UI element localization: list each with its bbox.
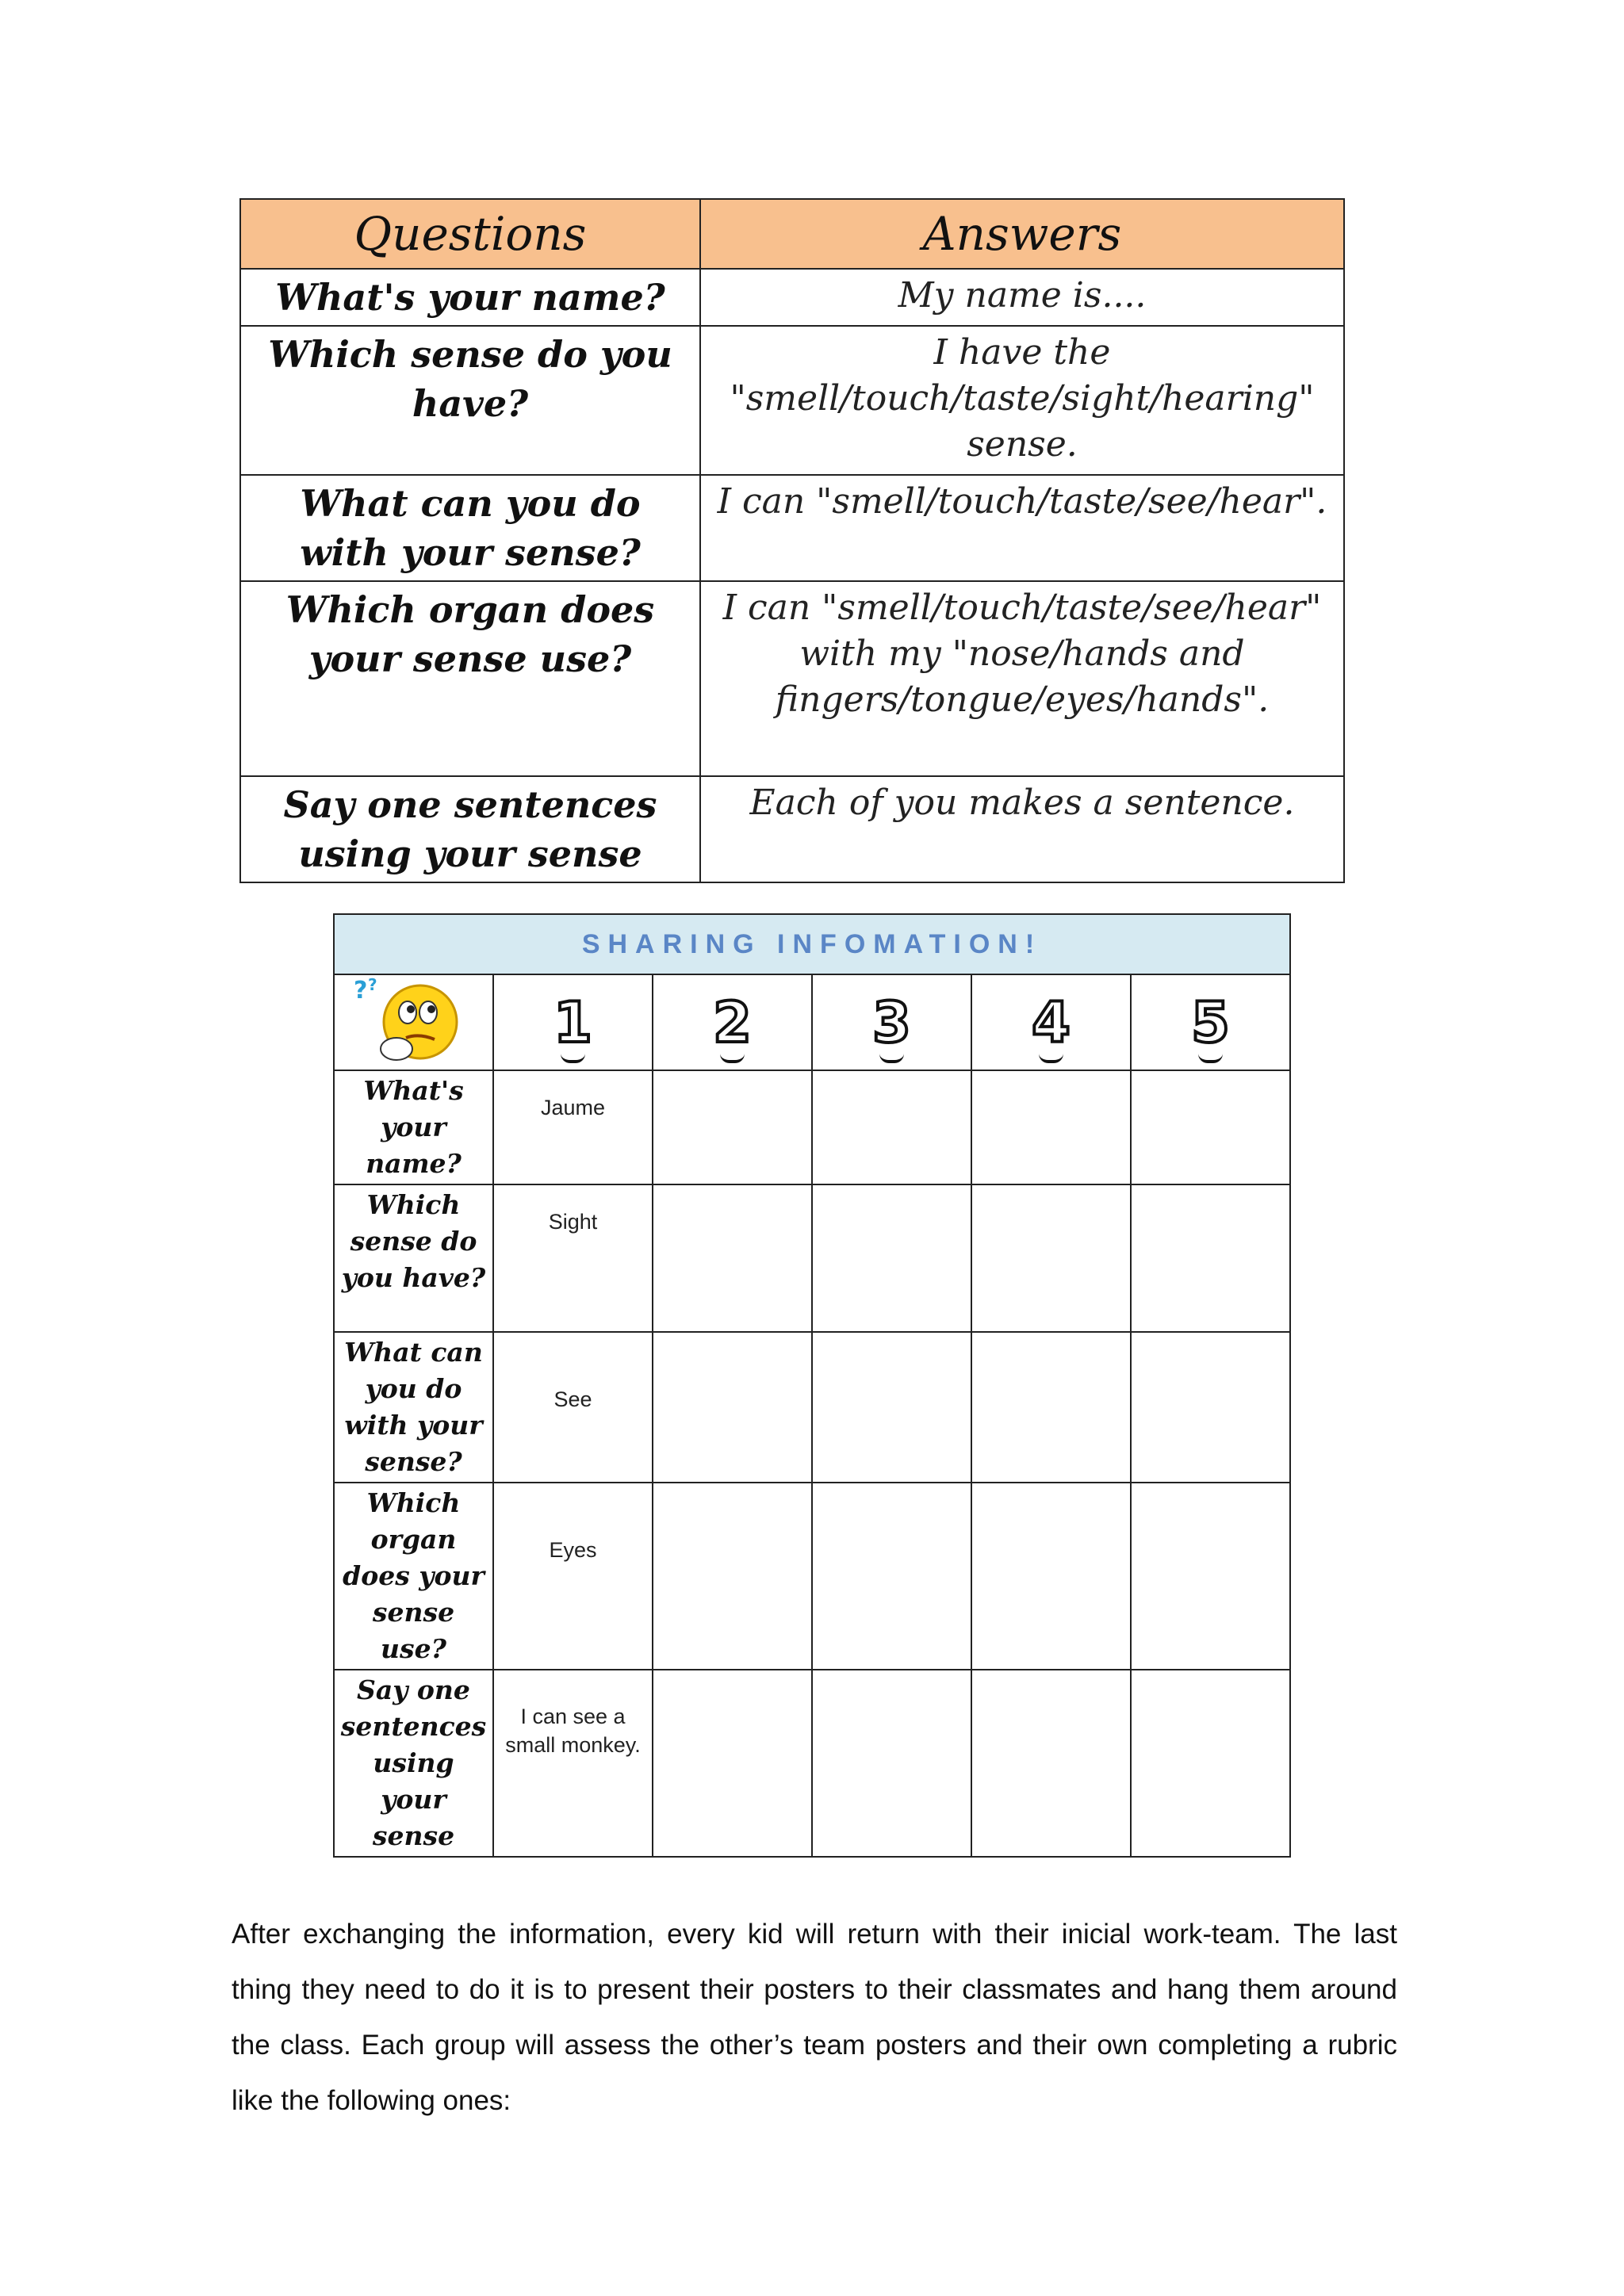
sharing-row [334, 1332, 1290, 1483]
sharing-title-row [334, 914, 1290, 974]
empty-cell [971, 1670, 1131, 1857]
sharing-question: Which sense do you have? [334, 1184, 493, 1332]
empty-cell [1131, 1332, 1290, 1483]
qa-row [240, 326, 1344, 475]
qa-answer: I can "smell/touch/taste/see/hear" with my "nose/hands and fingers/tongue/eyes/hands". [700, 581, 1344, 776]
qa-question: What can you do with your sense? [240, 475, 700, 581]
qa-question: Which organ does your sense use? [240, 581, 700, 776]
qa-answer: I can "smell/touch/taste/see/hear". [700, 475, 1344, 581]
questions-answers-table [239, 198, 1345, 883]
qa-question: Say one sentences using your sense [240, 776, 700, 882]
empty-cell [812, 1184, 971, 1332]
sharing-question: Say one sentences using your sense [334, 1670, 493, 1857]
number-4-icon: 4 [971, 974, 1131, 1070]
sharing-information-table [333, 913, 1291, 1858]
empty-cell [653, 1670, 812, 1857]
sharing-answer: See [493, 1332, 653, 1483]
sharing-answer: Sight [493, 1184, 653, 1332]
empty-cell [1131, 1670, 1290, 1857]
sharing-question: What can you do with your sense? [334, 1332, 493, 1483]
number-3-icon: 3 [812, 974, 971, 1070]
empty-cell [971, 1332, 1131, 1483]
sharing-title: SHARING INFOMATION! [334, 914, 1290, 974]
empty-cell [971, 1483, 1131, 1670]
number-5-icon: 5 [1131, 974, 1290, 1070]
empty-cell [653, 1483, 812, 1670]
svg-text:?: ? [367, 976, 377, 994]
empty-cell [812, 1332, 971, 1483]
sharing-row [334, 1184, 1290, 1332]
empty-cell [971, 1184, 1131, 1332]
number-header-row [334, 974, 1290, 1070]
empty-cell [1131, 1070, 1290, 1184]
qa-header-row [240, 199, 1344, 269]
qa-row [240, 475, 1344, 581]
sharing-answer: I can see a small monkey. [493, 1670, 653, 1857]
sharing-answer: Jaume [493, 1070, 653, 1184]
sharing-answer: Eyes [493, 1483, 653, 1670]
empty-cell [971, 1070, 1131, 1184]
answers-header: Answers [700, 199, 1344, 269]
empty-cell [1131, 1483, 1290, 1670]
empty-cell [653, 1332, 812, 1483]
number-2-icon: 2 [653, 974, 812, 1070]
qa-row [240, 776, 1344, 882]
empty-cell [812, 1670, 971, 1857]
qa-row [240, 581, 1344, 776]
thinking-face-icon [334, 974, 493, 1070]
qa-question: Which sense do you have? [240, 326, 700, 475]
empty-cell [812, 1483, 971, 1670]
empty-cell [653, 1184, 812, 1332]
sharing-question: Which organ does your sense use? [334, 1483, 493, 1670]
sharing-row [334, 1483, 1290, 1670]
qa-question: What's your name? [240, 269, 700, 326]
qa-answer: I have the "smell/touch/taste/sight/hearing" sense. [700, 326, 1344, 475]
qa-row [240, 269, 1344, 326]
qa-answer: Each of you makes a sentence. [700, 776, 1344, 882]
sharing-row [334, 1670, 1290, 1857]
number-1-icon: 1 [493, 974, 653, 1070]
empty-cell [653, 1070, 812, 1184]
empty-cell [1131, 1184, 1290, 1332]
sharing-question: What's your name? [334, 1070, 493, 1184]
sharing-row [334, 1070, 1290, 1184]
qa-answer: My name is.... [700, 269, 1344, 326]
questions-header: Questions [240, 199, 700, 269]
svg-text:?: ? [353, 977, 367, 1004]
empty-cell [812, 1070, 971, 1184]
instructions-paragraph: After exchanging the information, every kid will return with their inicial work-team. The last thing they need to do it is to present their posters to their classmates and hang them around the class. Each group will assess the other’s team posters and their own completing a rubric like the following ones: [232, 1919, 1397, 2116]
